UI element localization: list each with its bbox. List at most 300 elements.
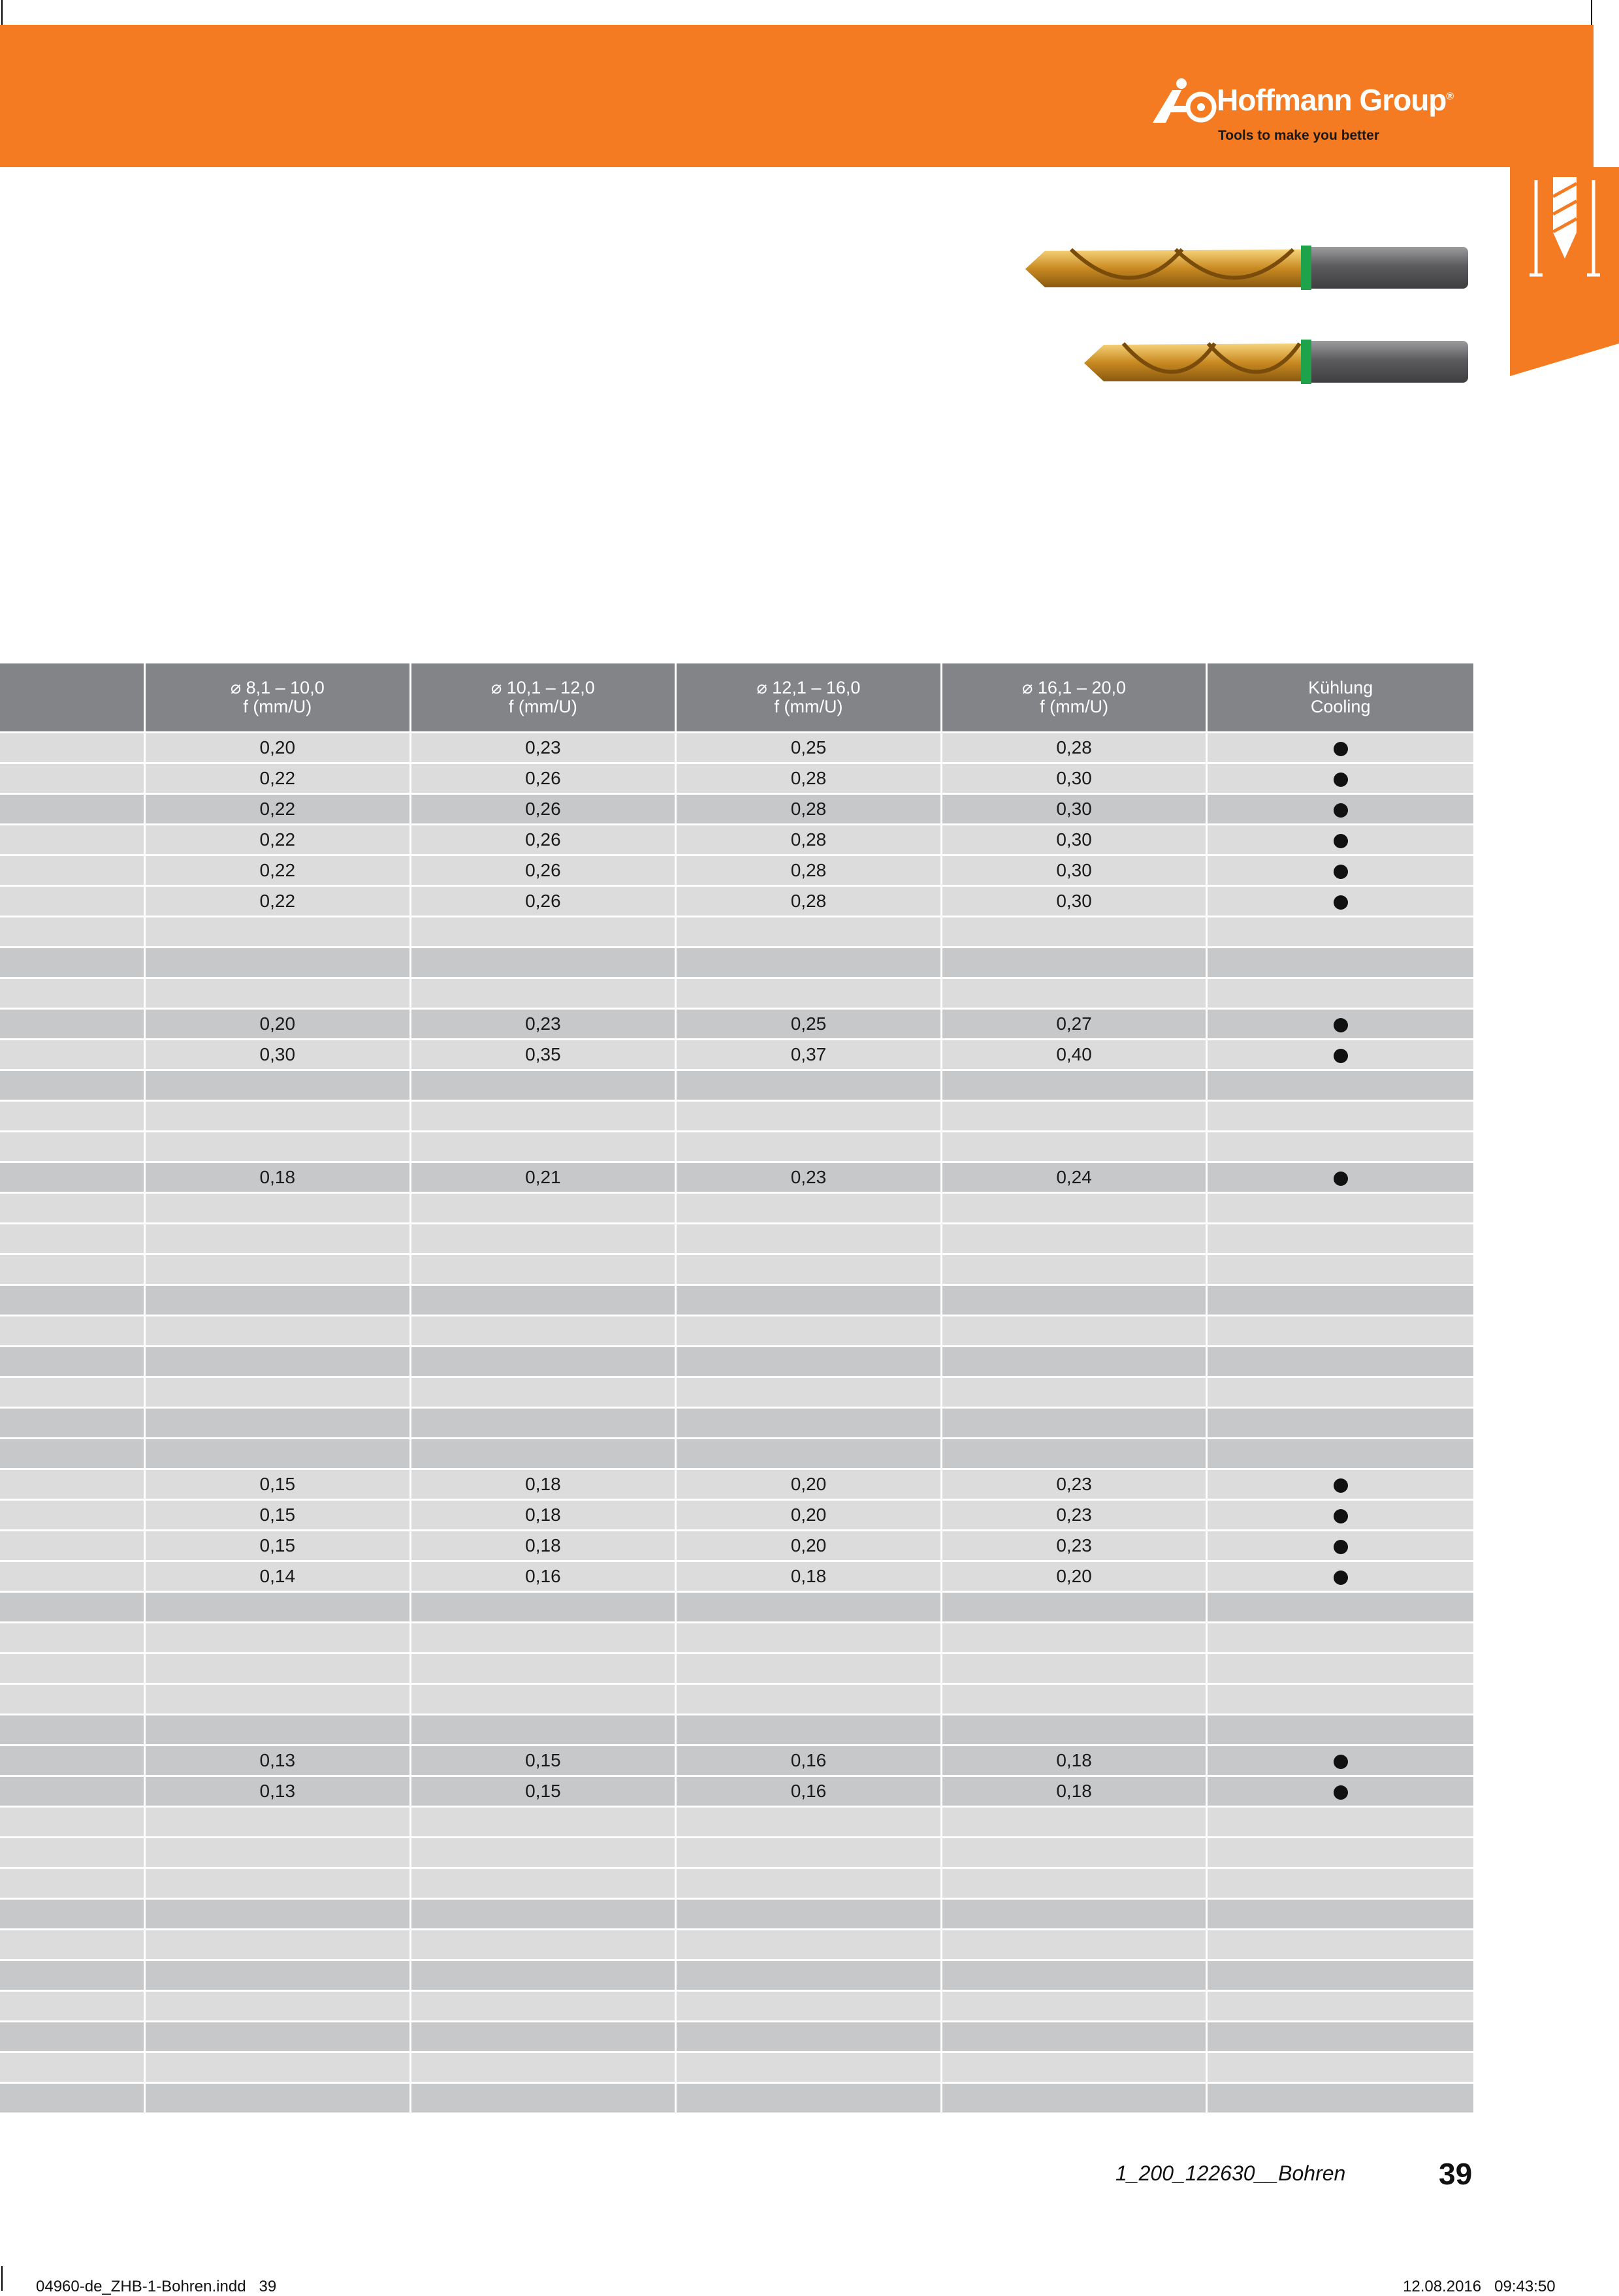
feed-value-cell: 0,23 [942,1529,1208,1560]
feed-value-cell: 0,23 [942,1499,1208,1529]
table-row [0,977,1473,1008]
feed-value-cell [411,1928,677,1959]
feed-value-cell [411,1898,677,1928]
cooling-cell [1208,1100,1473,1130]
table-row [0,1161,1473,1192]
feed-value-cell [411,2082,677,2113]
feed-value-cell [677,1959,942,1990]
material-cell [0,2020,146,2051]
table-row [0,1407,1473,1437]
feed-value-cell: 0,13 [146,1775,411,1806]
material-cell [0,1959,146,1990]
feed-value-cell [677,1928,942,1959]
feed-value-cell [942,1407,1208,1437]
cooling-cell [1208,977,1473,1008]
material-cell [0,1714,146,1744]
feed-value-cell [146,977,411,1008]
feed-value-cell: 0,26 [411,885,677,916]
table-row [0,1836,1473,1867]
cooling-cell [1208,2020,1473,2051]
feed-value-cell: 0,22 [146,885,411,916]
feed-value-cell [411,946,677,977]
feed-value-cell: 0,30 [942,793,1208,823]
feed-value-cell [942,1591,1208,1621]
feed-value-cell [146,1437,411,1468]
feed-value-cell [411,1621,677,1652]
crop-mark-top-left [1,0,3,25]
material-cell [0,1345,146,1376]
feed-value-cell [411,1437,677,1468]
cooling-cell [1208,1038,1473,1069]
feed-value-cell [942,1683,1208,1714]
material-cell [0,1499,146,1529]
feed-value-cell [677,1898,942,1928]
cooling-cell [1208,1683,1473,1714]
table-row [0,762,1473,793]
feed-value-cell [677,916,942,946]
material-cell [0,854,146,885]
feed-value-cell: 0,37 [677,1038,942,1069]
cooling-cell [1208,1345,1473,1376]
material-cell [0,1898,146,1928]
feed-value-cell [411,1867,677,1898]
feed-value-cell: 0,25 [677,1008,942,1038]
cooling-cell [1208,1959,1473,1990]
table-row [0,1376,1473,1407]
print-slug-file: 04960-de_ZHB-1-Bohren.indd 39 [36,2278,277,2295]
material-cell [0,1867,146,1898]
crop-mark-top-right [1591,0,1592,25]
feed-value-cell: 0,26 [411,793,677,823]
cooling-dot-icon [1334,1755,1348,1769]
feed-value-cell [411,977,677,1008]
cooling-cell [1208,1376,1473,1407]
material-cell [0,1130,146,1161]
feed-value-cell: 0,16 [411,1560,677,1591]
feed-value-cell [411,1253,677,1284]
feed-value-cell: 0,20 [942,1560,1208,1591]
table-row [0,1560,1473,1591]
table-row [0,1990,1473,2020]
cooling-cell [1208,1192,1473,1222]
cooling-cell [1208,1069,1473,1100]
cooling-cell [1208,1008,1473,1038]
material-cell [0,1468,146,1499]
cooling-dot-icon [1334,742,1348,756]
feed-value-cell: 0,20 [146,1008,411,1038]
feed-value-cell: 0,30 [942,854,1208,885]
document-code: 1_200_122630__Bohren [1115,2161,1346,2185]
material-cell [0,1222,146,1253]
col-header-d16-20: ⌀ 16,1 – 20,0 f (mm/U) [942,663,1208,731]
table-row [0,1775,1473,1806]
feed-value-cell [411,1591,677,1621]
material-cell [0,1407,146,1437]
feed-value-cell [411,1069,677,1100]
material-cell [0,977,146,1008]
feed-value-cell [942,1867,1208,1898]
feed-value-cell [146,1284,411,1315]
feed-value-cell [146,1591,411,1621]
feed-value-cell [942,2020,1208,2051]
feed-value-cell [677,1437,942,1468]
cooling-cell [1208,946,1473,977]
cooling-dot-icon [1334,1571,1348,1585]
feed-value-cell: 0,28 [942,731,1208,762]
feed-value-cell [677,1591,942,1621]
feed-value-cell: 0,26 [411,854,677,885]
feed-value-cell [677,1345,942,1376]
cooling-cell [1208,854,1473,885]
material-cell [0,1775,146,1806]
feed-value-cell [411,1652,677,1683]
feed-value-cell [942,1192,1208,1222]
feed-value-cell [677,1100,942,1130]
feed-value-cell [146,1192,411,1222]
cooling-dot-icon [1334,1172,1348,1186]
cooling-dot-icon [1334,1540,1348,1554]
feed-value-cell [677,2082,942,2113]
drill-section-icon [1510,167,1619,376]
feed-value-cell [411,2020,677,2051]
feed-value-cell [146,1990,411,2020]
hoffmann-logo-icon [1153,77,1218,124]
cooling-cell [1208,762,1473,793]
feed-value-cell [677,977,942,1008]
cooling-dot-icon [1334,1478,1348,1493]
feed-value-cell: 0,14 [146,1560,411,1591]
cooling-cell [1208,1744,1473,1775]
feed-value-cell [942,1898,1208,1928]
feed-value-cell [942,2082,1208,2113]
cooling-cell [1208,1499,1473,1529]
feed-value-cell: 0,25 [677,731,942,762]
cooling-cell [1208,916,1473,946]
table-row [0,731,1473,762]
feed-value-cell [146,916,411,946]
feed-value-cell [942,1990,1208,2020]
cooling-cell [1208,1652,1473,1683]
cooling-cell [1208,1621,1473,1652]
feed-value-cell: 0,15 [146,1499,411,1529]
feed-value-cell [942,1253,1208,1284]
feed-value-cell: 0,28 [677,823,942,854]
table-row [0,1437,1473,1468]
feed-rate-table [0,663,1473,2113]
feed-value-cell [677,1652,942,1683]
cooling-cell [1208,731,1473,762]
feed-value-cell [411,1407,677,1437]
feed-value-cell [942,2051,1208,2082]
cooling-cell [1208,1529,1473,1560]
feed-value-cell: 0,18 [146,1161,411,1192]
feed-value-cell: 0,28 [677,762,942,793]
table-header-row [0,663,1473,731]
feed-value-cell: 0,27 [942,1008,1208,1038]
feed-value-cell [146,1130,411,1161]
feed-value-cell: 0,23 [942,1468,1208,1499]
feed-value-cell [411,1192,677,1222]
feed-value-cell [146,2020,411,2051]
feed-value-cell [146,1959,411,1990]
feed-value-cell [942,1959,1208,1990]
feed-value-cell: 0,22 [146,793,411,823]
table-row [0,823,1473,854]
feed-value-cell: 0,16 [677,1775,942,1806]
feed-value-cell: 0,30 [942,823,1208,854]
table-row [0,1652,1473,1683]
cooling-cell [1208,1253,1473,1284]
cooling-cell [1208,1222,1473,1253]
cooling-cell [1208,2082,1473,2113]
feed-value-cell [411,1990,677,2020]
cooling-cell [1208,1806,1473,1836]
feed-value-cell [677,1376,942,1407]
feed-value-cell [677,1683,942,1714]
feed-value-cell: 0,20 [677,1529,942,1560]
cooling-cell [1208,1867,1473,1898]
feed-value-cell [677,1806,942,1836]
table-row [0,1621,1473,1652]
table-row [0,1928,1473,1959]
feed-value-cell: 0,18 [942,1775,1208,1806]
feed-value-cell [677,1714,942,1744]
table-row [0,1591,1473,1621]
cooling-cell [1208,1130,1473,1161]
feed-value-cell: 0,30 [942,762,1208,793]
feed-value-cell [146,2051,411,2082]
feed-value-cell [146,1315,411,1345]
feed-value-cell [677,1867,942,1898]
feed-value-cell [942,1222,1208,1253]
feed-value-cell [146,1714,411,1744]
material-cell [0,1008,146,1038]
feed-value-cell [411,1345,677,1376]
feed-value-cell [146,1928,411,1959]
feed-value-cell [677,946,942,977]
feed-value-cell [146,1867,411,1898]
material-cell [0,885,146,916]
feed-value-cell [411,916,677,946]
feed-value-cell [942,1315,1208,1345]
feed-value-cell [677,2051,942,2082]
material-cell [0,823,146,854]
cooling-cell [1208,793,1473,823]
cooling-cell [1208,1437,1473,1468]
feed-value-cell: 0,28 [677,793,942,823]
feed-value-cell [411,1714,677,1744]
cooling-dot-icon [1334,803,1348,818]
material-cell [0,916,146,946]
material-cell [0,1652,146,1683]
cooling-cell [1208,1161,1473,1192]
feed-value-cell [677,1284,942,1315]
feed-value-cell [146,1407,411,1437]
feed-value-cell [677,1253,942,1284]
feed-value-cell: 0,28 [677,854,942,885]
col-header-d12-16: ⌀ 12,1 – 16,0 f (mm/U) [677,663,942,731]
feed-value-cell [942,916,1208,946]
feed-value-cell: 0,15 [411,1775,677,1806]
feed-value-cell: 0,15 [146,1468,411,1499]
feed-value-cell [411,1836,677,1867]
material-cell [0,1315,146,1345]
table-row [0,916,1473,946]
feed-value-cell [146,1836,411,1867]
feed-value-cell: 0,18 [942,1744,1208,1775]
table-row [0,1683,1473,1714]
table-row [0,2020,1473,2051]
feed-value-cell: 0,23 [677,1161,942,1192]
cooling-dot-icon [1334,865,1348,879]
feed-value-cell [942,1928,1208,1959]
table-row [0,1253,1473,1284]
cooling-cell [1208,1315,1473,1345]
feed-value-cell [677,1315,942,1345]
feed-value-cell: 0,30 [942,885,1208,916]
cooling-dot-icon [1334,773,1348,787]
col-header-cooling: Kühlung Cooling [1208,663,1473,731]
feed-value-cell [942,977,1208,1008]
feed-value-cell [411,2051,677,2082]
material-cell [0,1836,146,1867]
col-header-material [0,663,146,731]
table-row [0,793,1473,823]
feed-value-cell: 0,13 [146,1744,411,1775]
feed-value-cell: 0,22 [146,854,411,885]
material-cell [0,1928,146,1959]
page-number: 39 [1439,2157,1473,2191]
material-cell [0,946,146,977]
cooling-cell [1208,1898,1473,1928]
feed-value-cell [411,1130,677,1161]
feed-value-cell [942,1652,1208,1683]
material-cell [0,1560,146,1591]
table-body [0,731,1473,2113]
brand-name: Hoffmann Group® [1217,83,1454,117]
feed-value-cell [677,1407,942,1437]
feed-value-cell: 0,22 [146,823,411,854]
feed-value-cell [146,1345,411,1376]
feed-value-cell [411,1100,677,1130]
feed-value-cell: 0,23 [411,731,677,762]
material-cell [0,1990,146,2020]
table-row [0,1468,1473,1499]
feed-value-cell [942,1806,1208,1836]
cooling-cell [1208,1591,1473,1621]
cooling-dot-icon [1334,834,1348,848]
material-cell [0,1529,146,1560]
material-cell [0,1253,146,1284]
brand-logo [1153,77,1492,149]
table-row [0,1744,1473,1775]
feed-value-cell [942,1437,1208,1468]
feed-value-cell [942,1621,1208,1652]
feed-value-cell [677,1192,942,1222]
material-cell [0,1591,146,1621]
feed-value-cell [146,1806,411,1836]
material-cell [0,1069,146,1100]
cooling-cell [1208,1407,1473,1437]
cooling-dot-icon [1334,895,1348,910]
cooling-cell [1208,1928,1473,1959]
material-cell [0,1038,146,1069]
feed-value-cell [146,1069,411,1100]
material-cell [0,1100,146,1130]
feed-value-cell [411,1284,677,1315]
feed-value-cell [677,1836,942,1867]
cooling-dot-icon [1334,1785,1348,1800]
material-cell [0,1161,146,1192]
material-cell [0,731,146,762]
table-row [0,1806,1473,1836]
feed-value-cell [677,1069,942,1100]
feed-value-cell: 0,22 [146,762,411,793]
table-row [0,946,1473,977]
cooling-dot-icon [1334,1049,1348,1063]
feed-value-cell [677,1621,942,1652]
table-row [0,1192,1473,1222]
cooling-cell [1208,1990,1473,2020]
feed-value-cell [942,1714,1208,1744]
brand-tagline: Tools to make you better [1218,128,1379,143]
feed-value-cell [146,1621,411,1652]
feed-value-cell [146,1652,411,1683]
feed-value-cell [146,946,411,977]
feed-value-cell: 0,40 [942,1038,1208,1069]
table-row [0,1008,1473,1038]
feed-value-cell [146,1253,411,1284]
print-slug-date: 12.08.2016 09:43:50 [1403,2278,1556,2295]
feed-value-cell [146,1222,411,1253]
cooling-cell [1208,1714,1473,1744]
material-cell [0,2051,146,2082]
feed-value-cell [411,1315,677,1345]
feed-value-cell: 0,20 [677,1468,942,1499]
feed-value-cell [677,1130,942,1161]
table-row [0,1898,1473,1928]
cooling-dot-icon [1334,1018,1348,1032]
feed-value-cell: 0,15 [411,1744,677,1775]
table-row [0,1959,1473,1990]
feed-value-cell [146,1376,411,1407]
cooling-cell [1208,1775,1473,1806]
feed-value-cell [942,1345,1208,1376]
material-cell [0,1192,146,1222]
feed-value-cell [411,1806,677,1836]
table-row [0,1345,1473,1376]
cooling-dot-icon [1334,1509,1348,1523]
feed-value-cell: 0,18 [411,1529,677,1560]
feed-value-cell: 0,16 [677,1744,942,1775]
feed-value-cell: 0,26 [411,823,677,854]
feed-value-cell [942,1284,1208,1315]
table-row [0,1100,1473,1130]
material-cell [0,1376,146,1407]
feed-value-cell [146,1898,411,1928]
feed-value-cell: 0,23 [411,1008,677,1038]
feed-value-cell: 0,35 [411,1038,677,1069]
table-row [0,1714,1473,1744]
feed-value-cell [942,1130,1208,1161]
col-header-d8-10: ⌀ 8,1 – 10,0 f (mm/U) [146,663,411,731]
table-row [0,1867,1473,1898]
crop-mark-bottom-left [1,2266,3,2291]
feed-value-cell [146,1683,411,1714]
feed-value-cell [942,1100,1208,1130]
feed-value-cell [942,1376,1208,1407]
feed-value-cell [942,1069,1208,1100]
